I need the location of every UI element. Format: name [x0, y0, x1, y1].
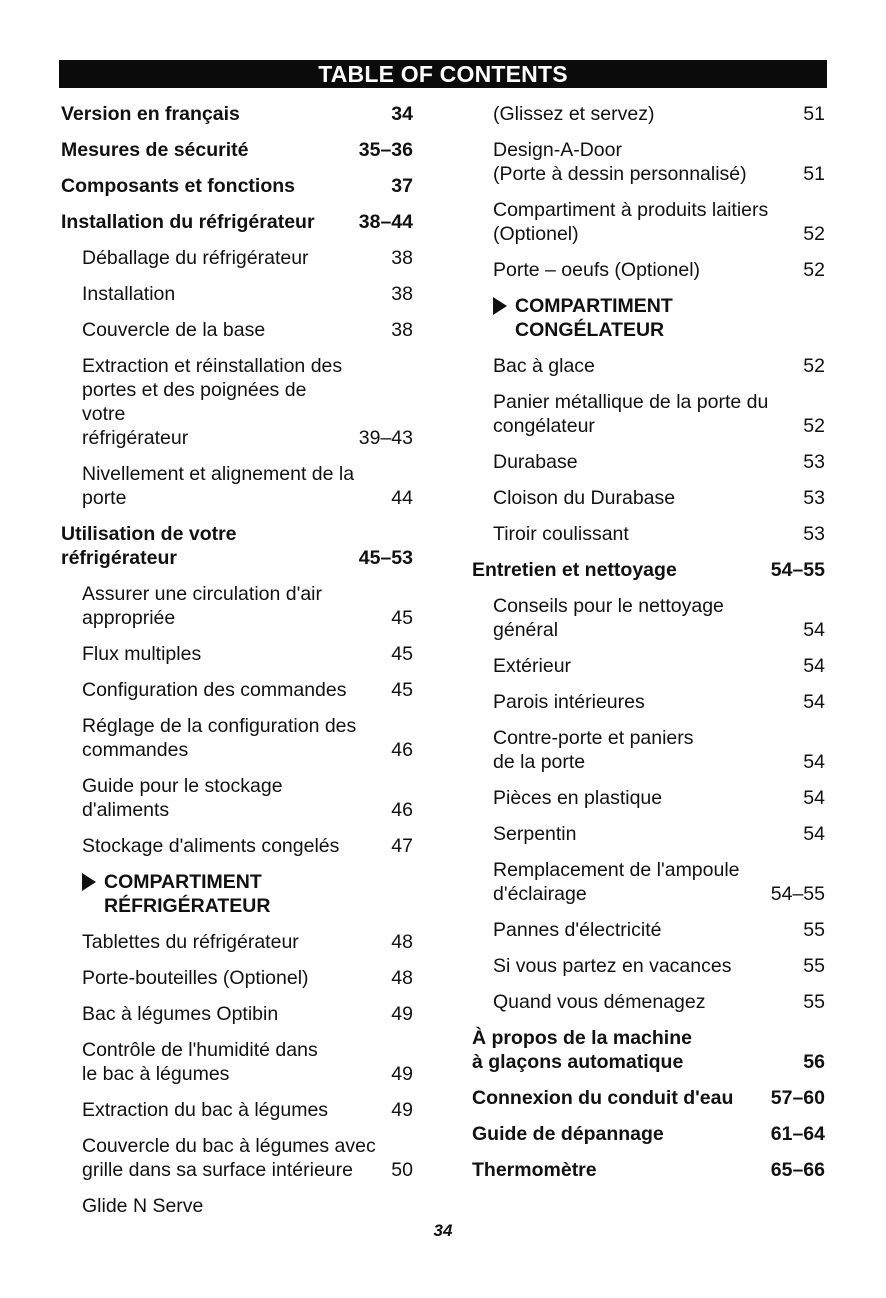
- toc-entry-porte-oeufs-optionel[interactable]: [472, 258, 825, 282]
- toc-entry-page: 45–53: [358, 547, 413, 569]
- toc-entry-title: Composants et fonctions: [61, 175, 296, 197]
- toc-entry-page: 51: [803, 163, 825, 185]
- toc-entry-compartiment-a-produits-laitiers-optione[interactable]: [472, 198, 825, 246]
- toc-entry-title: Tiroir coulissant: [493, 523, 629, 545]
- toc-entry-page: 55: [803, 991, 825, 1013]
- toc-entry-title: Extraction et réinstallation des portes et des poignées de votre réfrigérateur: [82, 355, 343, 449]
- toc-entry-page: 35–36: [358, 139, 413, 161]
- toc-entry-reglage-de-la-configuration-des-commande[interactable]: [61, 714, 413, 762]
- toc-entry-page: 54–55: [770, 559, 825, 581]
- toc-entry-title: Cloison du Durabase: [493, 487, 676, 509]
- toc-entry-thermometre[interactable]: [472, 1158, 825, 1182]
- toc-entry-title: Mesures de sécurité: [61, 139, 249, 161]
- page-number: 34: [433, 1221, 453, 1240]
- toc-entry-page: 52: [803, 415, 825, 437]
- toc-entry-page: 53: [803, 523, 825, 545]
- toc-entry-page: 57–60: [770, 1087, 825, 1109]
- toc-entry-page: 54: [803, 655, 825, 677]
- toc-entry-title: Glide N Serve: [82, 1195, 204, 1217]
- toc-entry-title: Bac à légumes Optibin: [82, 1003, 279, 1025]
- toc-entry-page: 45: [391, 607, 413, 629]
- toc-entry-parois-interieures[interactable]: [472, 690, 825, 714]
- toc-entry-page: 65–66: [770, 1159, 825, 1181]
- toc-entry-page: 48: [391, 931, 413, 953]
- toc-entry-page: 50: [391, 1159, 413, 1181]
- toc-entry-page: 46: [391, 739, 413, 761]
- toc-entry-installation[interactable]: [61, 282, 413, 306]
- toc-entry-page: 45: [391, 679, 413, 701]
- toc-entry-page: 49: [391, 1063, 413, 1085]
- toc-entry-page: 53: [803, 487, 825, 509]
- toc-entry-pieces-en-plastique[interactable]: [472, 786, 825, 810]
- toc-entry-page: 54: [803, 619, 825, 641]
- toc-entry-flux-multiples[interactable]: [61, 642, 413, 666]
- toc-entry-title: Guide de dépannage: [472, 1123, 664, 1145]
- toc-entry-page: 61–64: [770, 1123, 825, 1145]
- toc-entry-extraction-et-reinstallation-des-portes-[interactable]: [61, 354, 413, 450]
- toc-entry-title: Couvercle de la base: [82, 319, 266, 341]
- toc-entry-title: Installation du réfrigérateur: [61, 211, 315, 233]
- toc-entry-assurer-une-circulation-d-air-appropriee[interactable]: [61, 582, 413, 630]
- toc-entry-title: Porte – oeufs (Optionel): [493, 259, 701, 281]
- toc-entry-title: Panier métallique de la porte du congélateur: [493, 391, 769, 437]
- toc-entry-page: 53: [803, 451, 825, 473]
- toc-entry-utilisation-de-votre-refrigerateur[interactable]: [61, 522, 413, 570]
- toc-entry-page: 46: [391, 799, 413, 821]
- toc-entry-page: 52: [803, 259, 825, 281]
- toc-entry-page: 55: [803, 955, 825, 977]
- toc-entry-title: Thermomètre: [472, 1159, 597, 1181]
- toc-entry-stockage-d-aliments-congeles[interactable]: [61, 834, 413, 858]
- toc-entry-title: Tablettes du réfrigérateur: [82, 931, 299, 953]
- triangle-bullet-icon: [493, 297, 507, 315]
- section-heading-compartiment-refrigerateur: [61, 870, 413, 918]
- toc-entry-title: Flux multiples: [82, 643, 202, 665]
- toc-entry-bac-a-legumes-optibin[interactable]: [61, 1002, 413, 1026]
- toc-entry-composants-et-fonctions[interactable]: [61, 174, 413, 198]
- toc-entry-page: 45: [391, 643, 413, 665]
- toc-entry-title: Installation: [82, 283, 176, 305]
- toc-entry-page: 54: [803, 751, 825, 773]
- toc-entry-title: Extérieur: [493, 655, 572, 677]
- toc-entry-title: Parois intérieures: [493, 691, 645, 713]
- toc-entry-controle-de-l-humidite-dans-le-bac-a-leg[interactable]: [61, 1038, 413, 1086]
- toc-entry-guide-pour-le-stockage-d-aliments[interactable]: [61, 774, 413, 822]
- toc-entry-guide-de-depannage[interactable]: [472, 1122, 825, 1146]
- toc-entry-page: 54: [803, 823, 825, 845]
- toc-entry-title: Design-A-Door (Porte à dessin personnalisé): [493, 139, 747, 185]
- toc-entry-title: Quand vous démenagez: [493, 991, 706, 1013]
- toc-entry-title: Stockage d'aliments congelés: [82, 835, 340, 857]
- toc-left-column: [61, 102, 413, 1230]
- toc-entry-exterieur[interactable]: [472, 654, 825, 678]
- toc-entry-version-en-francais[interactable]: [61, 102, 413, 126]
- toc-entry-si-vous-partez-en-vacances[interactable]: [472, 954, 825, 978]
- toc-entry-connexion-du-conduit-d-eau[interactable]: [472, 1086, 825, 1110]
- toc-right-column: [472, 102, 825, 1194]
- toc-entry-deballage-du-refrigerateur[interactable]: [61, 246, 413, 270]
- toc-entry-page: 52: [803, 355, 825, 377]
- toc-entry-title: Entretien et nettoyage: [472, 559, 677, 581]
- section-heading-compartiment-congelateur: [472, 294, 825, 342]
- toc-entry-title: (Glissez et servez): [493, 103, 655, 125]
- toc-entry-page: 54: [803, 691, 825, 713]
- toc-entry-title: Pannes d'électricité: [493, 919, 662, 941]
- toc-entry-glissez-et-servez[interactable]: [472, 102, 825, 126]
- toc-entry-quand-vous-demenagez[interactable]: [472, 990, 825, 1014]
- toc-entry-page: 34: [391, 103, 413, 125]
- toc-entry-page: 38: [391, 319, 413, 341]
- toc-entry-page: 52: [803, 223, 825, 245]
- toc-entry-extraction-du-bac-a-legumes[interactable]: [61, 1098, 413, 1122]
- toc-entry-page: 54–55: [770, 883, 825, 905]
- toc-entry-title: Réglage de la configuration des commandes: [82, 715, 357, 761]
- toc-entry-conseils-pour-le-nettoyage-general[interactable]: [472, 594, 825, 642]
- toc-entry-title: Guide pour le stockage d'aliments: [82, 775, 283, 821]
- toc-entry-page: 49: [391, 1003, 413, 1025]
- toc-entry-a-propos-de-la-machine-a-glacons-automat[interactable]: [472, 1026, 825, 1074]
- toc-entry-title: À propos de la machine à glaçons automatique: [472, 1027, 692, 1073]
- toc-entry-page: 49: [391, 1099, 413, 1121]
- toc-entry-title: Déballage du réfrigérateur: [82, 247, 309, 269]
- toc-entry-title: Serpentin: [493, 823, 577, 845]
- toc-entry-configuration-des-commandes[interactable]: [61, 678, 413, 702]
- triangle-bullet-icon: [82, 873, 96, 891]
- toc-entry-title: Porte-bouteilles (Optionel): [82, 967, 309, 989]
- toc-entry-serpentin[interactable]: [472, 822, 825, 846]
- toc-entry-page: 38–44: [358, 211, 413, 233]
- toc-entry-title: Durabase: [493, 451, 578, 473]
- toc-entry-couvercle-du-bac-a-legumes-avec-grille-d[interactable]: [61, 1134, 413, 1182]
- toc-entry-title: Remplacement de l'ampoule d'éclairage: [493, 859, 740, 905]
- toc-entry-title: Extraction du bac à légumes: [82, 1099, 329, 1121]
- toc-entry-title: Contrôle de l'humidité dans le bac à légumes: [82, 1039, 318, 1085]
- toc-entry-title: Compartiment à produits laitiers (Optionel): [493, 199, 769, 245]
- toc-entry-durabase[interactable]: [472, 450, 825, 474]
- toc-entry-title: Nivellement et alignement de la porte: [82, 463, 355, 509]
- toc-entry-page: 39–43: [358, 427, 413, 449]
- toc-entry-design-a-door-porte-a-dessin-personnalis[interactable]: [472, 138, 825, 186]
- toc-title: TABLE OF CONTENTS: [59, 60, 827, 88]
- toc-entry-installation-du-refrigerateur[interactable]: [61, 210, 413, 234]
- toc-entry-bac-a-glace[interactable]: [472, 354, 825, 378]
- toc-entry-porte-bouteilles-optionel[interactable]: [61, 966, 413, 990]
- toc-entry-tablettes-du-refrigerateur[interactable]: [61, 930, 413, 954]
- toc-entry-contre-porte-et-paniers-de-la-porte[interactable]: [472, 726, 825, 774]
- toc-entry-remplacement-de-l-ampoule-d-eclairage[interactable]: [472, 858, 825, 906]
- toc-entry-title: Contre-porte et paniers de la porte: [493, 727, 694, 773]
- toc-entry-title: Version en français: [61, 103, 240, 125]
- toc-entry-page: 47: [391, 835, 413, 857]
- toc-entry-page: 56: [803, 1051, 825, 1073]
- toc-entry-entretien-et-nettoyage[interactable]: [472, 558, 825, 582]
- toc-entry-page: 44: [391, 487, 413, 509]
- section-heading-text: COMPARTIMENT CONGÉLATEUR: [515, 295, 673, 341]
- toc-entry-cloison-du-durabase[interactable]: [472, 486, 825, 510]
- toc-entry-couvercle-de-la-base[interactable]: [61, 318, 413, 342]
- toc-entry-mesures-de-securite[interactable]: [61, 138, 413, 162]
- toc-entry-page: 54: [803, 787, 825, 809]
- toc-entry-page: 48: [391, 967, 413, 989]
- section-heading-text: COMPARTIMENT RÉFRIGÉRATEUR: [104, 871, 271, 917]
- toc-entry-page: 51: [803, 103, 825, 125]
- toc-entry-page: 38: [391, 247, 413, 269]
- toc-entry-page: 55: [803, 919, 825, 941]
- toc-entry-glide-n-serve[interactable]: [61, 1194, 413, 1218]
- toc-entry-panier-metallique-de-la-porte-du-congela[interactable]: [472, 390, 825, 438]
- toc-entry-pannes-d-electricite[interactable]: [472, 918, 825, 942]
- toc-entry-page: 37: [391, 175, 413, 197]
- toc-entry-title: Connexion du conduit d'eau: [472, 1087, 734, 1109]
- toc-entry-page: 38: [391, 283, 413, 305]
- toc-entry-title: Utilisation de votre réfrigérateur: [61, 523, 237, 569]
- toc-entry-nivellement-et-alignement-de-la-porte[interactable]: [61, 462, 413, 510]
- toc-entry-title: Configuration des commandes: [82, 679, 347, 701]
- toc-entry-title: Couvercle du bac à légumes avec grille dans sa surface intérieure: [82, 1135, 376, 1181]
- toc-entry-title: Pièces en plastique: [493, 787, 663, 809]
- toc-entry-title: Assurer une circulation d'air appropriée: [82, 583, 322, 629]
- toc-entry-title: Conseils pour le nettoyage général: [493, 595, 724, 641]
- toc-entry-tiroir-coulissant[interactable]: [472, 522, 825, 546]
- toc-entry-title: Si vous partez en vacances: [493, 955, 732, 977]
- toc-entry-title: Bac à glace: [493, 355, 595, 377]
